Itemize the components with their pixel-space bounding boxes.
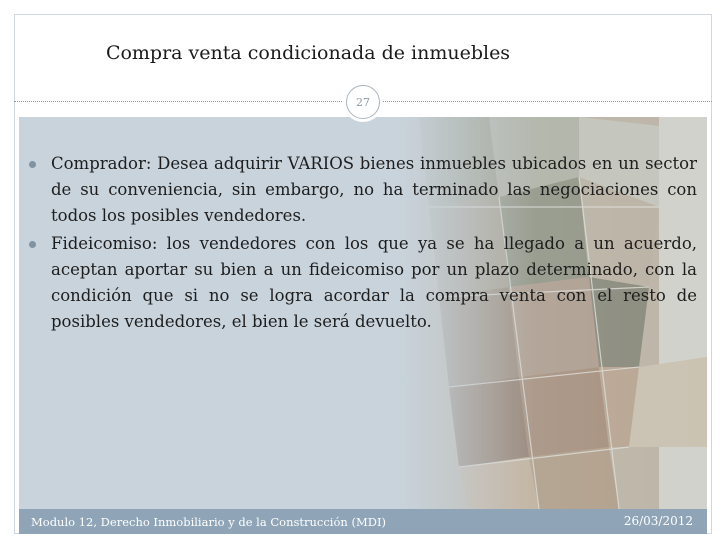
bullet-icon bbox=[29, 161, 36, 168]
bullet-text: Comprador: Desea adquirir VARIOS bienes inmuebles ubicados en un sector de su conveniencia, sin embargo, no ha terminado las negociaciones con todos los posibles vendedores. bbox=[51, 154, 697, 225]
footer-bar bbox=[19, 509, 707, 534]
bullet-icon bbox=[29, 241, 36, 248]
content-area bbox=[19, 117, 707, 509]
footer-date: 26/03/2012 bbox=[623, 514, 693, 528]
slide-title: Compra venta condicionada de inmuebles bbox=[105, 42, 511, 64]
footer-course-label: Modulo 12, Derecho Inmobiliario y de la Construcción (MDI) bbox=[31, 515, 386, 529]
bullet-item bbox=[37, 231, 697, 335]
bullet-text: Fideicomiso: los vendedores con los que ya se ha llegado a un acuerdo, aceptan aportar su bien a un fideicomiso por un plazo determinado, con la condición que si no se logra acordar la compra venta con el resto de posibles vendedores, el bien le será devuelto. bbox=[51, 234, 697, 331]
page-number-badge bbox=[346, 85, 380, 119]
page-number: 27 bbox=[356, 95, 370, 109]
bullet-list bbox=[37, 151, 697, 337]
bullet-item bbox=[37, 151, 697, 229]
